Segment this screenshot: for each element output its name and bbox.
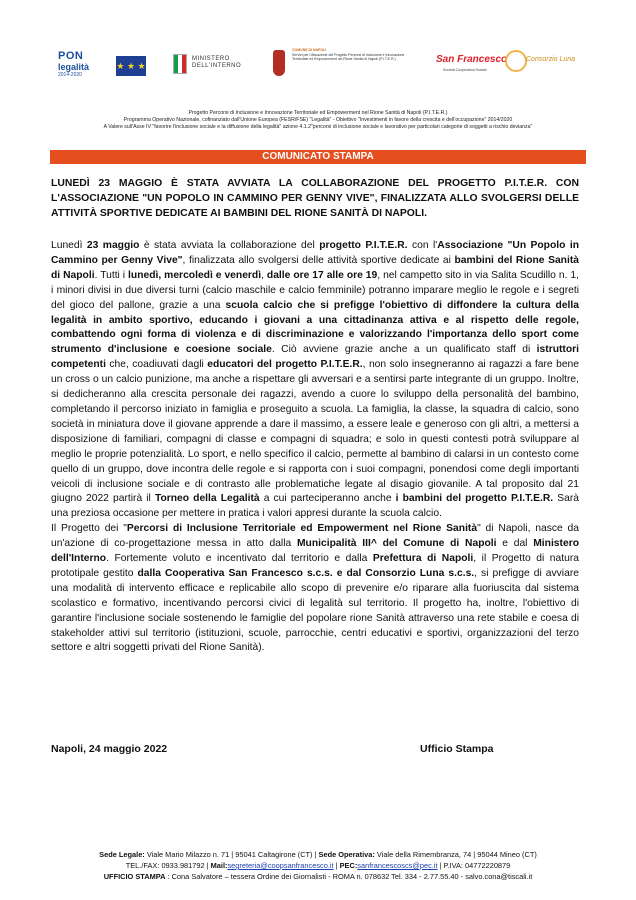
text-segment: , il Progetto di natura prototipale gestito	[51, 553, 579, 579]
footer-press-label: UFFICIO STAMPA	[103, 872, 166, 881]
bold-text-segment: bambini del Rione Sanità di Napoli	[51, 254, 579, 281]
bold-text-segment: progetto P.I.T.E.R.	[319, 240, 408, 251]
italy-flag-icon	[173, 54, 187, 74]
footer-pec-label: PEC:	[339, 861, 358, 870]
bold-text-segment: Percorsi di Inclusione Territoriale ed Empowerment nel Rione Sanità	[126, 523, 478, 535]
pon-logo-text: PON	[58, 50, 84, 62]
press-release-banner: COMUNICATO STAMPA	[50, 150, 586, 164]
footer-legal-label: Sede Legale:	[99, 850, 145, 859]
footer-operative-label: Sede Operativa:	[318, 850, 375, 859]
article-body	[51, 239, 579, 656]
piter-project-logo	[292, 48, 412, 62]
project-info-line: A Valere sull'Asse IV "favorire l'inclusione sociale e la diffusione della legalità" azione 4.1.2"percorsi di inclusione sociale e lavorativo per particolari categorie di soggetti a rischio devianza"	[103, 124, 533, 130]
ministero-line2: DELL'INTERNO	[192, 63, 242, 69]
text-segment: Lunedì	[51, 240, 87, 251]
text-segment: , si prefigge di avviare una modalità di intervento efficace e replicabile allo scopo di prevenire e/o riparare alla fuoriuscita dal sistema scolastico e formativo, incentivando percorsi civici di legalità sul territorio. Il progetto ha, inoltre, l'obiettivo di garantire l'inclusione sociale sostenendo le famiglie del popolare rione Sanità attraverso una rete stabile e coesa di stakeholder attivi sul territorio (istituzioni, scuole, parrocchie, centri educativi e sportivi, organizzazioni del terzo settore e altri soggetti privati del Rione Sanità).	[51, 567, 579, 654]
footer-mail-link[interactable]: segreteria@coopsanfrancesco.it	[227, 861, 334, 870]
text-segment: . Ciò avviene grazie anche a un qualificato staff di	[271, 344, 537, 356]
ministero-line1: MINISTERO	[192, 56, 230, 62]
piter-logo-text: Servizi per l'Attuazione del Progetto Percorsi di Inclusione e Innovazione Territoriale ed Empowerment nel Rione Sanità di Napoli (P.I.T.E.R.)	[292, 52, 405, 61]
body-paragraph-1	[51, 239, 579, 522]
san-francesco-subtitle: Società Cooperativa Sociale	[443, 68, 487, 72]
footer-piva: | P.IVA: 04772220879	[437, 861, 511, 870]
text-segment: e dal	[496, 538, 534, 550]
footer-phone: TEL./FAX: 0933.981792 |	[125, 861, 211, 870]
text-segment: , nel campetto sito in via Salita Scudillo n. 1, i minori divisi in due diversi turni (calcio maschile e calcio femminile) potranno imparare meglio le regole e i segreti del gioco del pallone, grazie a una	[51, 269, 579, 311]
piter-logo-header: COMUNE DI NAPOLI	[292, 48, 327, 52]
text-segment: Il Progetto dei "	[51, 523, 127, 535]
bold-text-segment: educatori del progetto P.I.T.E.R.	[207, 359, 363, 371]
body-paragraph-2	[51, 522, 579, 656]
text-segment: è stata avviata la collaborazione del	[139, 240, 320, 251]
text-segment: . Tutti i	[94, 269, 129, 281]
consorzio-luna-icon	[505, 50, 527, 72]
bold-text-segment: Associazione "Un Popolo in Cammino per Genny Vive"	[51, 240, 579, 266]
pon-legalita-logo	[58, 50, 94, 78]
footer-operative-address: Viale della Rimembranza, 74 | 95044 Mineo (CT)	[374, 850, 537, 859]
bold-text-segment: 23 maggio	[86, 240, 140, 251]
footer-press-contact: : Cona Salvatore – tessera Ordine dei Giornalisti - ROMA n. 078632 Tel. 334 - 2.77.55.40 - salvo.cona@tiscali.it	[165, 872, 533, 881]
footer-legal-address: Viale Mario Milazzo n. 71 | 95041 Caltagirone (CT) |	[144, 850, 319, 859]
bold-text-segment: dalla Cooperativa San Francesco s.c.s. e dal Consorzio Luna s.c.s.	[137, 567, 475, 579]
project-info-line: Programma Operativo Nazionale, cofinanziato dall'Unione Europea (FESR/FSE) "Legalità" - Obiettivo "Investimenti in favore della crescita e dell'occupazione" 2014/2020	[123, 117, 513, 123]
eu-flag-icon: ★ ★ ★	[116, 56, 146, 76]
footer-line-2	[40, 860, 596, 871]
text-segment: , finalizzata allo svolgersi delle attività sportive dedicate ai	[182, 254, 455, 266]
san-francesco-logo: San Francesco	[436, 54, 508, 65]
footer-mail-label: Mail:	[210, 861, 228, 870]
pon-logo-years: 2014-2020	[58, 72, 82, 78]
bold-text-segment: lunedì, mercoledì e venerdì	[128, 269, 262, 281]
text-segment: ,	[261, 269, 267, 281]
pon-logo-legalita: legalità	[58, 62, 90, 72]
footer-line-1	[40, 849, 596, 860]
footer-line-3	[40, 871, 596, 882]
project-info	[40, 110, 596, 131]
text-segment: con l'	[407, 240, 438, 251]
text-segment: a cui parteciperanno anche	[259, 493, 396, 505]
footer	[40, 849, 596, 882]
bold-text-segment: dalle ore 17 alle ore 19	[266, 269, 378, 281]
consorzio-luna-logo: Consorzio Luna	[526, 56, 576, 63]
text-segment: . Fortemente voluto e incentivato dal territorio e dalla	[106, 553, 373, 565]
footer-separator: |	[333, 861, 340, 870]
text-segment: " di Napoli, nasce da un'azione di co-progettazione messa in atto dalla	[51, 523, 579, 550]
text-segment: che, coadiuvati dagli	[105, 359, 208, 371]
place-date: Napoli, 24 maggio 2022	[51, 743, 168, 755]
bold-text-segment: Municipalità III^ del Comune di Napoli	[296, 538, 497, 550]
napoli-crest-icon	[273, 50, 285, 76]
bold-text-segment: Torneo della Legalità	[154, 493, 260, 505]
text-segment: Sarà una preziosa occasione per mettere in pratica i valori appresi durante la scuola calcio.	[51, 493, 579, 520]
bold-text-segment: Prefettura di Napoli	[372, 553, 474, 565]
bold-text-segment: istruttori competenti	[51, 344, 580, 371]
logo-bar	[58, 44, 578, 94]
bold-text-segment: i bambini del progetto P.I.T.E.R.	[395, 493, 554, 505]
press-office-signature: Ufficio Stampa	[420, 743, 494, 755]
text-segment: , non solo insegneranno ai ragazzi a fare bene un cross o un calcio punizione, ma anche a rispettare gli avversari e a sentirsi parte integrante di un gruppo. Inoltre, si dedicheranno alla crescita personale dei ragazzi, avendo a cuore lo sviluppo della personalità del bambino, completando il percorso iniziato in famiglia e proseguito a scuola. La famiglia, la classe, la squadra di calcio, sono società in miniatura dove il giovane apprende a dare il massimo, a essere leale e generoso con gli altri, a mettersi a disposizione di familiari, compagni di classe e compagni di squadra; e solo in questi contesti potrà sviluppare al meglio le proprie potenzialità. Lo sport, e nello specifico il calcio, permette al bambino di calarsi in un contesto come quello di un gruppo, dove incontra delle regole e si rapporta con i suoi compagni, ponendosi come degli importanti veicoli di inclusione sociale e di contrasto alle problematiche legate al disagio giovanile. A tal proposito dal 21 giugno 2022 partirà il	[51, 359, 579, 505]
bold-text-segment: scuola calcio che si prefigge l'obiettivo di diffondere la cultura della legalità in ambito sportivo, educando i giovani a una cittadinanza attiva e al rispetto delle regole, combattendo ogni forma di violenza e di discriminazione e valorizzando l'importanza dello sport come strumento d'inclusione e coesione sociale	[51, 299, 579, 356]
headline: LUNEDÌ 23 MAGGIO È STATA AVVIATA LA COLLABORAZIONE DEL PROGETTO P.I.T.E.R. CON L'ASSOCIAZIONE "UN POPOLO IN CAMMINO PER GENNY VIVE", FINALIZZATA ALLO SVOLGERSI DELLE ATTIVITÀ SPORTIVE DEDICATE AI BAMBINI DEL RIONE SANITÀ DI NAPOLI.	[51, 178, 579, 219]
bold-text-segment: Ministero dell'Interno	[51, 538, 579, 565]
ministero-logo	[192, 56, 241, 70]
footer-pec-link[interactable]: sanfrancescoscs@pec.it	[357, 861, 438, 870]
project-info-line: Progetto Percorsi di Inclusione e Innovazione Territoriale ed Empowerment nel Rione Sanità di Napoli (P.I.T.E.R.)	[188, 110, 448, 116]
